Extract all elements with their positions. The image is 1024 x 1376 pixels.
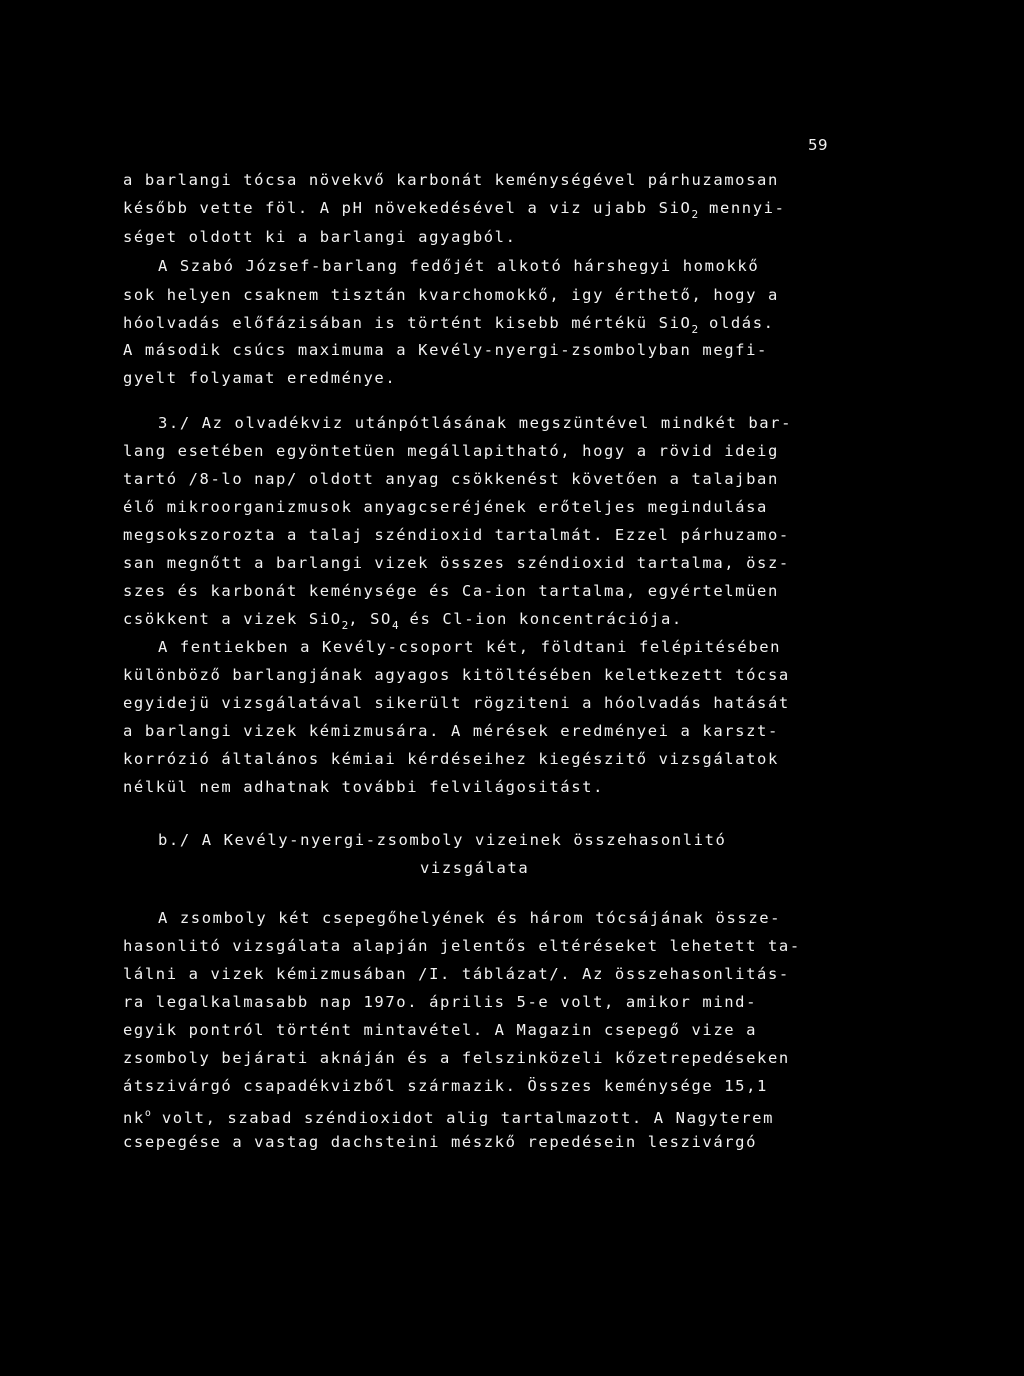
text-line [123, 1104, 823, 1128]
text-span: volt, szabad széndioxidot alig tartalmazott. A Nagyterem [150, 1109, 775, 1127]
page-number: 59 [808, 136, 829, 154]
section-heading-line: vizsgálata [420, 859, 530, 877]
text-line: tartó /8-lo nap/ oldott anyag csökkenést követően a talajban [123, 470, 779, 488]
subscript: 2 [691, 323, 699, 336]
text-span: és Cl-ion koncentrációja. [398, 610, 683, 628]
text-line: lang esetében egyöntetüen megállapitható, hogy a rövid ideig [123, 442, 779, 460]
text-line: szes és karbonát keménysége és Ca-ion tartalma, egyértelmüen [123, 582, 779, 600]
text-line: egyik pontról történt mintavétel. A Magazin csepegő vize a [123, 1021, 758, 1039]
text-span: , SO [348, 610, 392, 628]
text-span: nk [123, 1109, 145, 1127]
text-line: gyelt folyamat eredménye. [123, 369, 397, 387]
text-line: különböző barlangjának agyagos kitöltésében keletkezett tócsa [123, 666, 790, 684]
text-span: oldás. [698, 314, 775, 332]
text-line: 3./ Az olvadékviz utánpótlásának megszüntével mindkét bar- [158, 414, 793, 432]
text-line: a barlangi vizek kémizmusára. A mérések eredményei a karszt- [123, 722, 779, 740]
text-line: A Szabó József-barlang fedőjét alkotó hárshegyi homokkő [158, 257, 760, 275]
text-line: átszivárgó csapadékvizből származik. Összes keménysége 15,1 [123, 1077, 768, 1095]
text-line [123, 609, 823, 636]
text-line: korrózió általános kémiai kérdéseihez kiegészitő vizsgálatok [123, 750, 779, 768]
text-line: zsomboly bejárati aknáján és a felszinközeli kőzetrepedéseken [123, 1049, 790, 1067]
section-heading-line: b./ A Kevély-nyergi-zsomboly vizeinek összehasonlitó [158, 831, 727, 849]
text-line: élő mikroorganizmusok anyagcseréjének erőteljes megindulása [123, 498, 768, 516]
text-line: sok helyen csaknem tisztán kvarchomokkő, igy érthető, hogy a [123, 286, 779, 304]
text-line: A zsomboly két csepegőhelyének és három tócsájának össze- [158, 909, 782, 927]
subscript: 2 [691, 208, 699, 221]
subscript: 4 [392, 619, 399, 632]
text-line: ra legalkalmasabb nap 197o. április 5-e volt, amikor mind- [123, 993, 758, 1011]
superscript: o [144, 1108, 151, 1119]
text-span: később vette föl. A pH növekedésével a viz ujabb SiO [123, 199, 692, 217]
text-span: mennyi- [698, 199, 786, 217]
text-line: csepegése a vastag dachsteini mészkő repedésein leszivárgó [123, 1133, 758, 1151]
text-line: A fentiekben a Kevély-csoport két, földtani felépitésében [158, 638, 782, 656]
text-line: hasonlitó vizsgálata alapján jelentős eltéréseket lehetett ta- [123, 937, 801, 955]
text-line: nélkül nem adhatnak további felvilágositást. [123, 778, 604, 796]
text-line: megsokszorozta a talaj széndioxid tartalmát. Ezzel párhuzamo- [123, 526, 790, 544]
text-line: a barlangi tócsa növekvő karbonát keménységével párhuzamosan [123, 171, 779, 189]
text-line: san megnőtt a barlangi vizek összes széndioxid tartalma, ösz- [123, 554, 790, 572]
text-line: lálni a vizek kémizmusában /I. táblázat/. Az összehasonlitás- [123, 965, 790, 983]
text-span: csökkent a vizek SiO [123, 610, 342, 628]
text-line [123, 198, 823, 225]
text-line: A második csúcs maximuma a Kevély-nyergi-zsombolyban megfi- [123, 341, 768, 359]
text-span: hóolvadás előfázisában is történt kisebb mértékü SiO [123, 314, 692, 332]
text-line [123, 313, 823, 340]
text-line: egyidejü vizsgálatával sikerült rögziteni a hóolvadás hatását [123, 694, 790, 712]
subscript: 2 [341, 619, 349, 632]
text-line: séget oldott ki a barlangi agyagból. [123, 228, 517, 246]
